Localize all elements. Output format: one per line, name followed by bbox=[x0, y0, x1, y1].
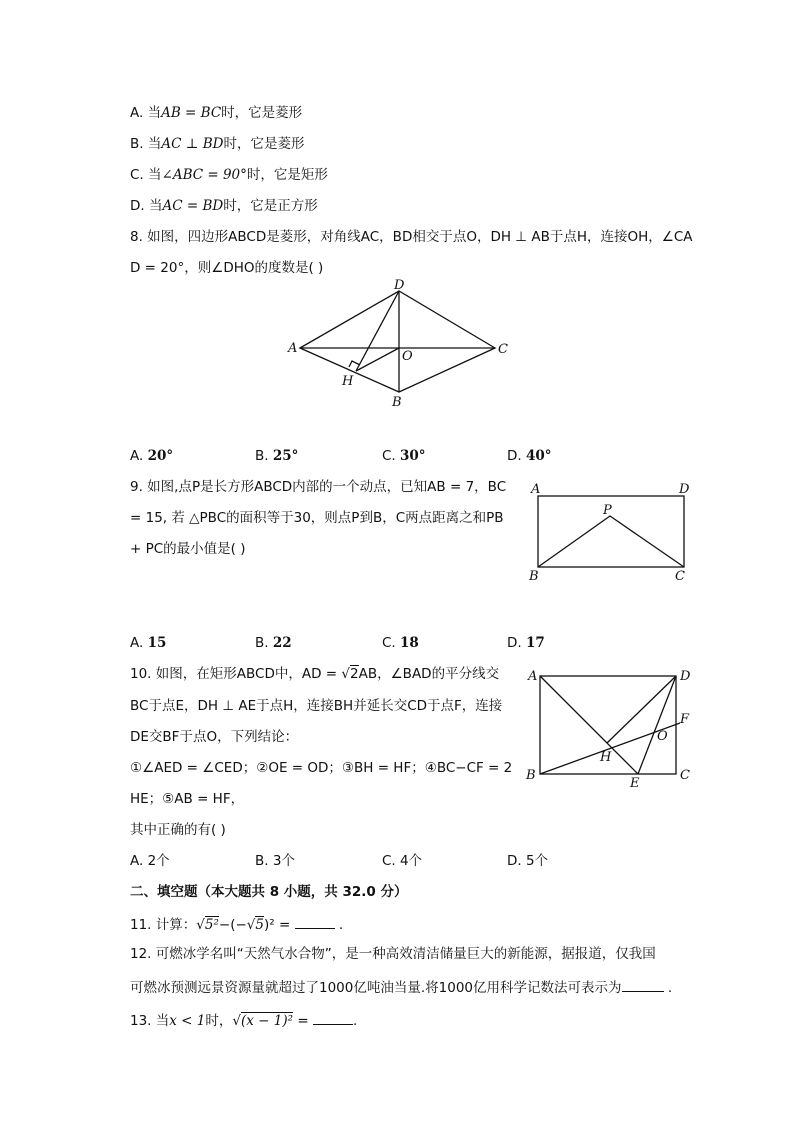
label-c: C bbox=[675, 569, 685, 584]
q8-stem-line1: 8. 如图，四边形ABCD是菱形，对角线AC，BD相交于点O，DH ⊥ AB于点H，连接OH，∠CA bbox=[130, 229, 693, 245]
label-o: O bbox=[657, 729, 668, 744]
label-d: D bbox=[680, 669, 691, 684]
q8-option-b[interactable]: B. 25° bbox=[255, 448, 299, 464]
q9-stem-line3: + PC的最小值是( ) bbox=[130, 541, 246, 557]
q12-stem-line1: 12. 可燃冰学名叫“天然气水合物”，是一种高效清洁储量巨大的新能源，据报道，仅我国 bbox=[130, 946, 656, 962]
q10-options bbox=[130, 852, 690, 870]
q9-option-c[interactable]: C. 18 bbox=[382, 635, 419, 651]
q10-stem-line2: BC于点E，DH ⊥ AE于点H，连接BH并延长交CD于点F，连接 bbox=[130, 698, 503, 714]
label-c: C bbox=[680, 768, 690, 783]
label-h: H bbox=[342, 374, 354, 389]
q9-option-a[interactable]: A. 15 bbox=[130, 635, 167, 651]
q13-answer-blank[interactable] bbox=[313, 1010, 353, 1025]
label-b: B bbox=[529, 569, 539, 584]
q11-answer-blank[interactable] bbox=[295, 914, 335, 929]
option-letter: A. bbox=[130, 105, 144, 121]
q11-stem: 11. 计算：√5²−(−√5)² = . bbox=[130, 914, 343, 934]
q9-rectangle-figure bbox=[525, 478, 700, 588]
q9-option-b[interactable]: B. 22 bbox=[255, 635, 292, 651]
q10-stem-line5: HE；⑤AB = HF， bbox=[130, 791, 245, 807]
q8-option-a[interactable]: A. 20° bbox=[130, 448, 174, 464]
q10-rectangle-figure bbox=[520, 666, 700, 790]
q8-stem-line2: D = 20°，则∠DHO的度数是( ) bbox=[130, 260, 324, 276]
label-d: D bbox=[679, 482, 690, 497]
q10-stem-line1: 10. 如图，在矩形ABCD中，AD = √2AB，∠BAD的平分线交 bbox=[130, 666, 500, 682]
q8-option-c[interactable]: C. 30° bbox=[382, 448, 426, 464]
q7-option-c: C. 当∠ABC = 90°时，它是矩形 bbox=[130, 167, 328, 183]
label-o: O bbox=[402, 349, 413, 364]
label-d: D bbox=[394, 278, 405, 293]
q9-option-d[interactable]: D. 17 bbox=[507, 635, 545, 651]
label-a: A bbox=[528, 669, 538, 684]
q10-option-b[interactable]: B. 3个 bbox=[255, 853, 295, 869]
q7-option-b: B. 当AC ⊥ BD时，它是菱形 bbox=[130, 136, 305, 152]
label-a: A bbox=[531, 482, 541, 497]
q10-stem-line3: DE交BF于点O，下列结论： bbox=[130, 729, 299, 745]
q9-stem-line2: = 15, 若 △PBC的面积等于30，则点P到B，C两点距离之和PB bbox=[130, 510, 504, 526]
label-p: P bbox=[603, 503, 612, 518]
q10-option-a[interactable]: A. 2个 bbox=[130, 853, 170, 869]
sqrt-sign: √ bbox=[232, 1013, 241, 1029]
sqrt-sign: √ bbox=[341, 666, 350, 682]
q8-option-d[interactable]: D. 40° bbox=[507, 448, 552, 464]
q10-stem-line4: ①∠AED = ∠CED；②OE = OD；③BH = HF；④BC−CF = 2 bbox=[130, 760, 513, 776]
rhombus-outline bbox=[300, 291, 495, 392]
q12-answer-blank[interactable] bbox=[622, 977, 664, 992]
q8-options bbox=[130, 447, 690, 465]
q10-stem-line6: 其中正确的有( ) bbox=[130, 822, 226, 838]
label-f: F bbox=[680, 712, 690, 727]
label-h: H bbox=[600, 750, 612, 765]
q12-stem-line2: 可燃冰预测远景资源量就超过了1000亿吨油当量.将1000亿用科学记数法可表示为 . bbox=[130, 977, 672, 997]
sqrt-sign: √ bbox=[246, 917, 256, 933]
sqrt-sign: √ bbox=[196, 917, 205, 933]
q7-option-d: D. 当AC = BD时，它是正方形 bbox=[130, 198, 318, 214]
q10-option-d[interactable]: D. 5个 bbox=[507, 853, 549, 869]
section-title: 二、填空题（本大题共 8 小题，共 32.0 分） bbox=[130, 884, 408, 900]
q13-stem: 13. 当x < 1时，√(x − 1)² = . bbox=[130, 1010, 357, 1030]
option-letter: B. bbox=[130, 136, 144, 152]
label-e: E bbox=[630, 776, 640, 790]
segment-de bbox=[638, 676, 676, 774]
option-letter: C. bbox=[130, 167, 144, 183]
q10-option-c[interactable]: C. 4个 bbox=[382, 853, 423, 869]
label-b: B bbox=[392, 395, 402, 410]
q9-options bbox=[130, 634, 690, 652]
segments-pb-pc bbox=[538, 516, 684, 567]
q9-stem-line1: 9. 如图,点P是长方形ABCD内部的一个动点，已知AB = 7，BC bbox=[130, 479, 507, 495]
segment-ae bbox=[540, 676, 638, 774]
q8-rhombus-figure bbox=[280, 278, 520, 414]
label-a: A bbox=[288, 341, 298, 356]
option-letter: D. bbox=[130, 198, 145, 214]
q7-option-a: A. 当AB = BC时，它是菱形 bbox=[130, 105, 303, 121]
label-c: C bbox=[498, 342, 508, 357]
label-b: B bbox=[526, 768, 536, 783]
